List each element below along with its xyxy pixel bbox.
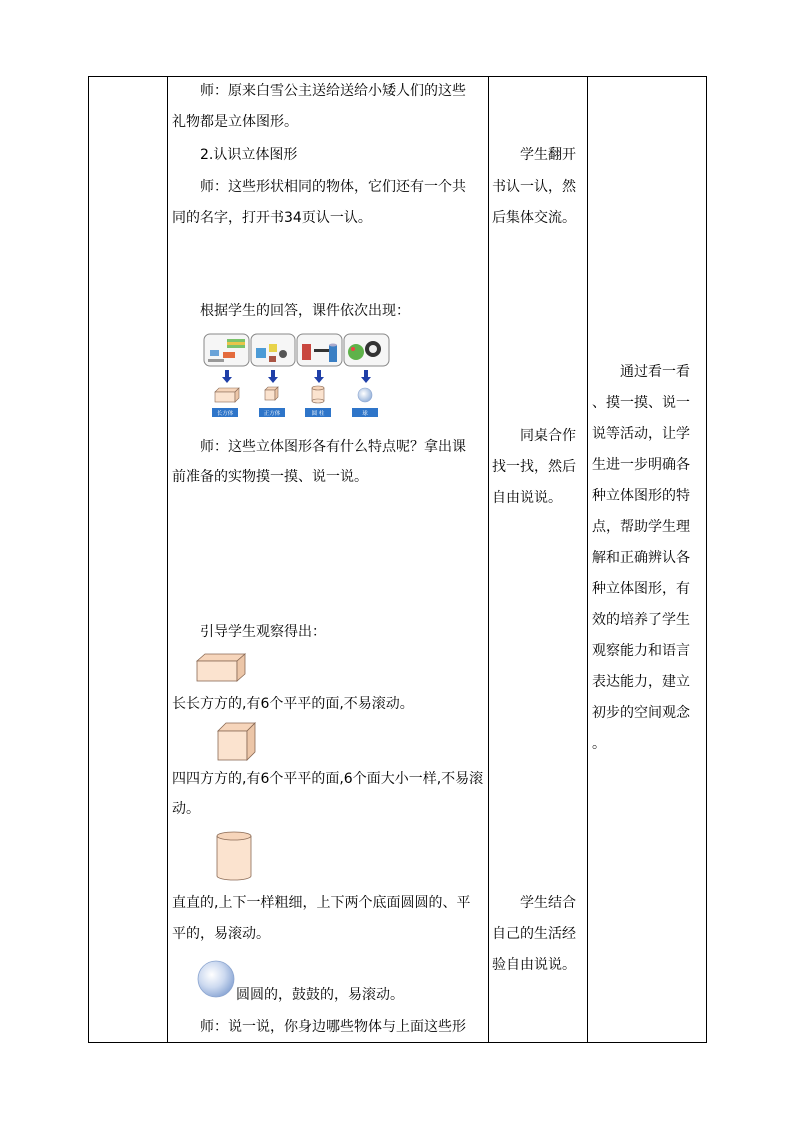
design-intent-line: 生进一步明确各 [592, 457, 690, 473]
cylinder-description: 直直的,上下一样粗细，上下两个底面圆圆的、平 [172, 895, 471, 911]
table-col-line-2 [167, 76, 168, 1043]
cube-mini [265, 387, 278, 400]
label-cuboid: 长方体 [216, 411, 234, 417]
design-intent-line: 观察能力和语言 [592, 643, 690, 659]
paragraph-line: 师：原来白雪公主送给送给小矮人们的这些 [200, 83, 466, 99]
label-cube: 正方体 [263, 411, 281, 417]
paragraph-line: 前准备的实物摸一摸、说一说。 [172, 469, 368, 485]
object-panel-cube [251, 334, 295, 366]
section-heading: 2.认识立体图形 [200, 147, 298, 163]
cylinder-figure [216, 831, 252, 881]
student-activity-line: 学生翻开 [520, 147, 576, 163]
design-intent-line: 种立体图形，有 [592, 581, 690, 597]
student-activity-line: 同桌合作 [520, 428, 576, 444]
courseware-illustration [203, 332, 393, 422]
student-activity-line: 验自由说说。 [492, 957, 576, 973]
table-col-line-3 [488, 76, 489, 1043]
student-activity-line: 找一找，然后 [492, 459, 576, 475]
paragraph-line: 引导学生观察得出： [200, 624, 326, 640]
student-activity-line: 自由说说。 [492, 490, 562, 506]
cylinder-mini [312, 386, 324, 403]
label-cylinder: 圆 柱 [311, 411, 325, 417]
cube-description: 四四方方的,有6个平平的面,6个面大小一样,不易滚 [172, 771, 484, 787]
design-intent-line: 初步的空间观念 [592, 705, 690, 721]
design-intent-line: 点，帮助学生理 [592, 519, 690, 535]
table-col-line-5 [706, 76, 707, 1043]
paragraph-line: 根据学生的回答，课件依次出现： [200, 303, 410, 319]
cuboid-mini [215, 388, 239, 402]
design-intent-line: 、摸一摸、说一 [592, 395, 690, 411]
sphere-description: 圆圆的，鼓鼓的，易滚动。 [236, 987, 404, 1003]
design-intent-line: 效的培养了学生 [592, 612, 690, 628]
design-intent-line: 种立体图形的特 [592, 488, 690, 504]
paragraph-line: 师：这些形状相同的物体，它们还有一个共 [200, 179, 466, 195]
cuboid-description: 长长方方的,有6个平平的面,不易滚动。 [172, 696, 414, 712]
student-activity-line: 自己的生活经 [492, 926, 576, 942]
label-sphere: 球 [362, 411, 368, 417]
sphere-mini [358, 388, 372, 402]
paragraph-line: 师：这些立体图形各有什么特点呢？拿出课 [200, 439, 466, 455]
design-intent-line: 通过看一看 [620, 364, 690, 380]
design-intent-line: 解和正确辨认各 [592, 550, 690, 566]
arrows [222, 370, 371, 383]
design-intent-line: 说等活动，让学 [592, 426, 690, 442]
object-panel-cylinder [297, 334, 342, 366]
sphere-figure [196, 959, 236, 999]
table-col-line-1 [88, 76, 89, 1043]
cube-description: 动。 [172, 801, 200, 817]
label-chips [212, 408, 378, 417]
student-activity-line: 书认一认，然 [492, 179, 576, 195]
paragraph-line: 师：说一说，你身边哪些物体与上面这些形 [200, 1019, 466, 1035]
paragraph-line: 同的名字，打开书34页认一认。 [172, 210, 372, 226]
object-panel-cuboid [204, 334, 249, 366]
design-intent-line: 表达能力，建立 [592, 674, 690, 690]
paragraph-line: 礼物都是立体图形。 [172, 114, 298, 130]
cuboid-figure [196, 653, 248, 683]
student-activity-line: 后集体交流。 [492, 210, 576, 226]
cube-figure [217, 722, 257, 762]
design-intent-line: 。 [592, 736, 606, 752]
object-panel-sphere [344, 334, 389, 366]
student-activity-line: 学生结合 [520, 895, 576, 911]
cylinder-description: 平的，易滚动。 [172, 926, 270, 942]
